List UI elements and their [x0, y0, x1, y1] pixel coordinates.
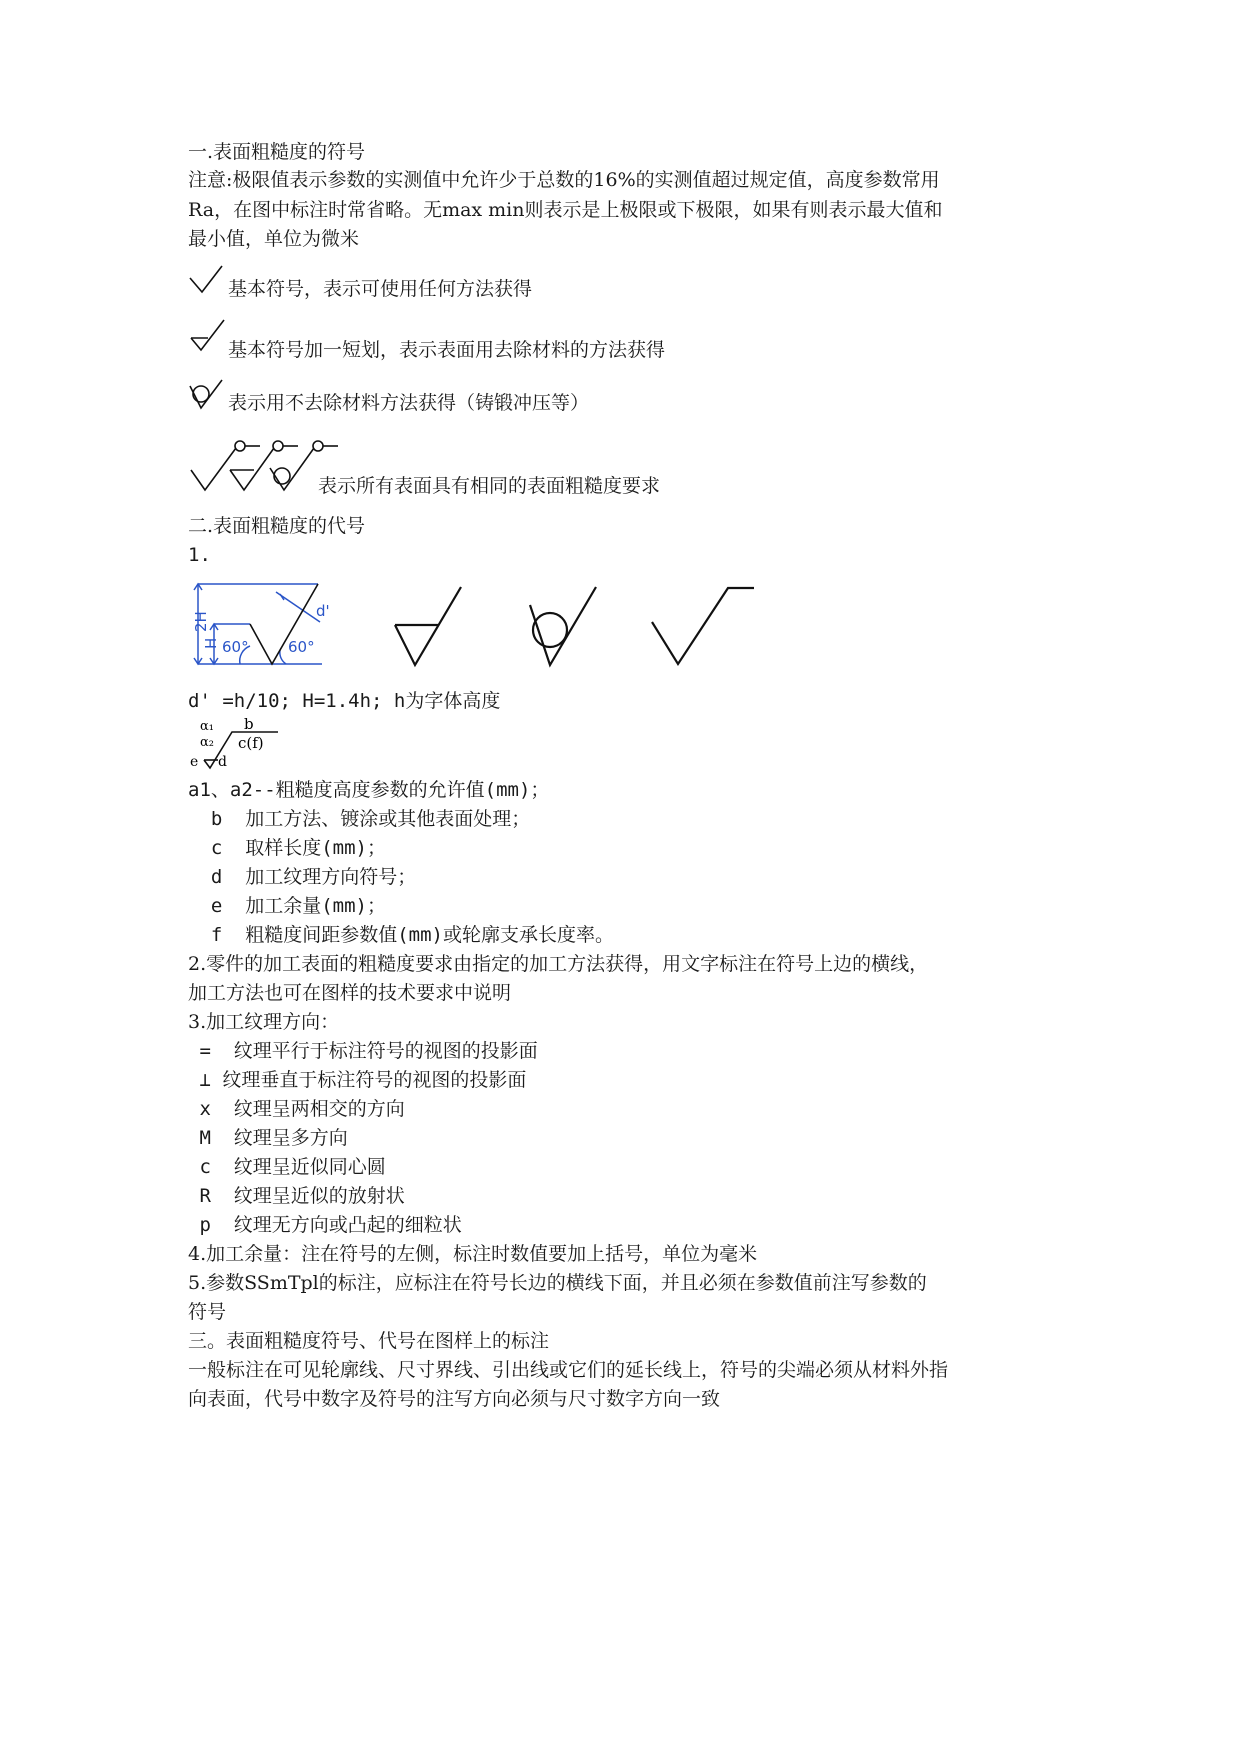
basic-check-icon: [188, 264, 228, 296]
label-H: H: [202, 637, 220, 649]
item1-number: 1.: [188, 544, 211, 566]
section2-title: 二.表面粗糙度的代号: [188, 515, 366, 537]
direction-concentric: c 纹理呈近似同心圆: [188, 1156, 386, 1178]
basic-symbol-extended-icon: [650, 582, 760, 667]
param-d: d 加工纹理方向符号；: [188, 866, 417, 888]
param-a1a2: a1、a2--粗糙度高度参数的允许值(mm)；: [188, 779, 550, 801]
direction-radial: R 纹理呈近似的放射状: [188, 1185, 405, 1207]
machined-symbol-icon: [188, 318, 228, 354]
param-b: b 加工方法、镀涂或其他表面处理；: [188, 808, 531, 830]
basic-symbol-text: 基本符号，表示可使用任何方法获得: [228, 278, 533, 300]
direction-crossed: x 纹理呈两相交的方向: [188, 1098, 405, 1120]
angle-right-label: 60°: [288, 638, 315, 656]
item5-line-2: 符号: [188, 1301, 227, 1323]
direction-parallel: = 纹理平行于标注符号的视图的投影面: [188, 1040, 538, 1062]
note-line-1: 注意:极限值表示参数的实测值中允许少于总数的16%的实测值超过规定值，高度参数常用: [188, 169, 940, 191]
item2-line-2: 加工方法也可在图样的技术要求中说明: [188, 982, 512, 1004]
direction-multi: M 纹理呈多方向: [188, 1127, 348, 1149]
label-d: d': [316, 602, 330, 620]
alpha1-label: α₁: [200, 719, 214, 734]
item3-title: 3.加工纹理方向：: [188, 1011, 340, 1033]
d-label: d: [218, 754, 227, 770]
non-machined-symbol-large-icon: [528, 585, 608, 670]
label-2H: 2H: [192, 611, 210, 632]
cf-label: c(f): [238, 734, 264, 752]
note-line-2: Ra，在图中标注时常省略。无max min则表示是上极限或下极限，如果有则表示最大值和: [188, 199, 943, 221]
alpha2-label: α₂: [200, 735, 214, 750]
code-symbol-diagram: [188, 716, 278, 772]
param-f: f 粗糙度间距参数值(mm)或轮廓支承长度率。: [188, 924, 614, 946]
section3-title: 三。表面粗糙度符号、代号在图样上的标注: [188, 1330, 550, 1352]
all-surfaces-text: 表示所有表面具有相同的表面粗糙度要求: [318, 475, 661, 497]
b-label: b: [244, 715, 254, 733]
param-c: c 取样长度(mm)；: [188, 837, 386, 859]
dimension-diagram: [188, 580, 338, 670]
machined-symbol-text: 基本符号加一短划，表示表面用去除材料的方法获得: [228, 339, 666, 361]
machined-symbol-large-icon: [393, 585, 473, 670]
note-line-3: 最小值，单位为微米: [188, 228, 360, 250]
e-label: e: [190, 754, 199, 770]
non-machined-symbol-text: 表示用不去除材料方法获得（铸锻冲压等）: [228, 392, 590, 414]
section3-line-1: 一般标注在可见轮廓线、尺寸界线、引出线或它们的延长线上，符号的尖端必须从材料外指: [188, 1359, 949, 1381]
angle-left-label: 60°: [222, 638, 249, 656]
all-surfaces-symbols-icon: [188, 438, 338, 494]
direction-particulate: p 纹理无方向或凸起的细粒状: [188, 1214, 462, 1236]
param-e: e 加工余量(mm)；: [188, 895, 386, 917]
item2-line-1: 2.零件的加工表面的粗糙度要求由指定的加工方法获得，用文字标注在符号上边的横线，: [188, 953, 929, 975]
item4: 4.加工余量：注在符号的左侧，标注时数值要加上括号，单位为毫米: [188, 1243, 758, 1265]
section1-title: 一.表面粗糙度的符号: [188, 141, 366, 163]
item5-line-1: 5.参数SSmTpl的标注，应标注在符号长边的横线下面，并且必须在参数值前注写参数的: [188, 1272, 927, 1294]
direction-perpendicular: ⊥ 纹理垂直于标注符号的视图的投影面: [188, 1069, 527, 1091]
non-machined-symbol-icon: [188, 378, 228, 412]
section3-line-2: 向表面，代号中数字及符号的注写方向必须与尺寸数字方向一致: [188, 1388, 721, 1410]
formula: d' =h/10; H=1.4h; h为字体高度: [188, 690, 501, 712]
